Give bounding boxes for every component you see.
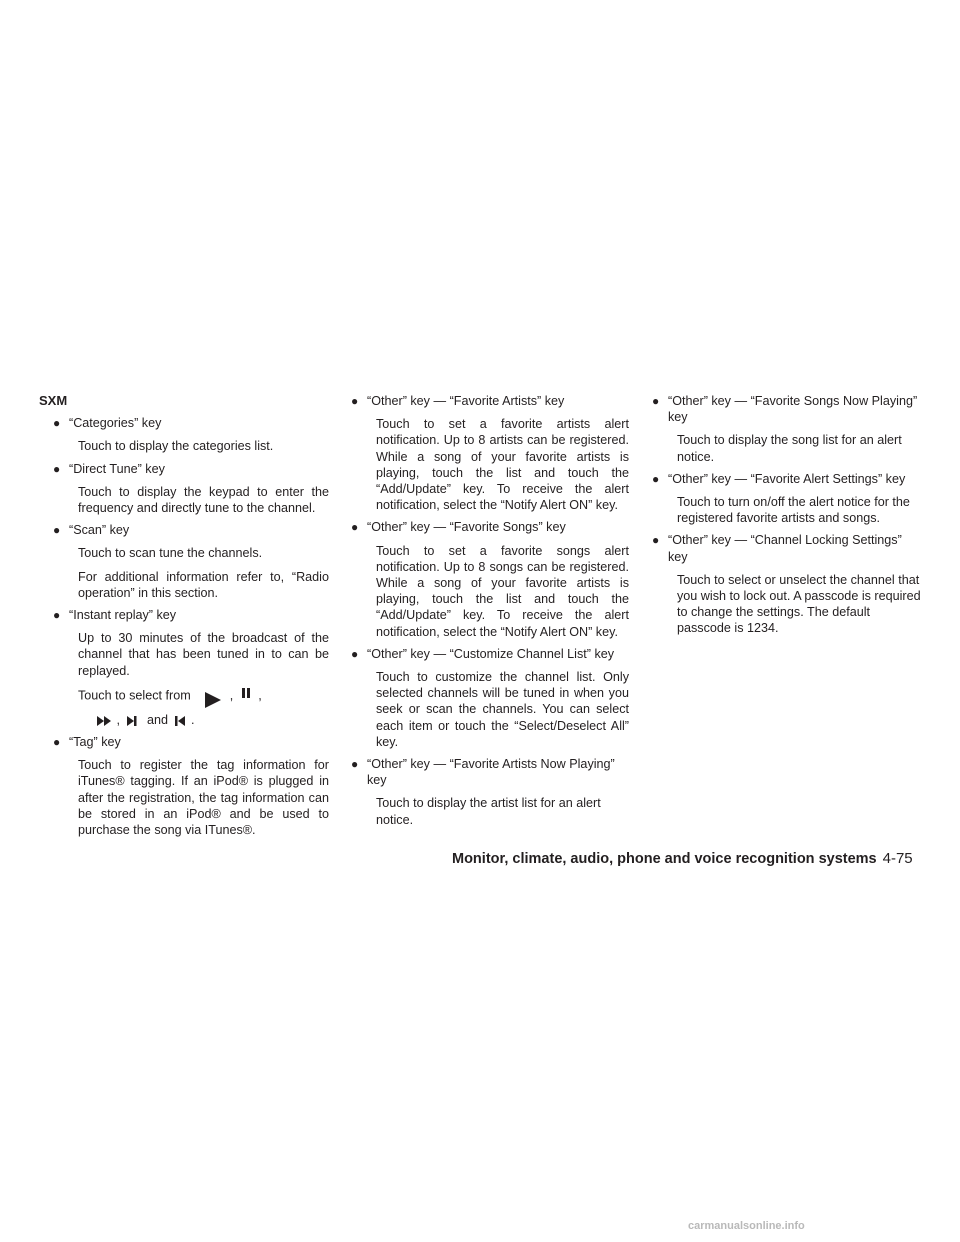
item-desc: Touch to register the tag information for iTunes® tagging. If an iPod® is plugged in after the registration, the tag information can be stored in an iPod® and be used to purchase the song via ITunes®. — [78, 758, 329, 838]
bullet: ● — [652, 471, 660, 486]
end-text: . — [191, 712, 195, 727]
column-1 — [39, 393, 329, 838]
and-text: and — [147, 712, 169, 727]
bullet: ● — [53, 461, 61, 476]
footer-title: Monitor, climate, audio, phone and voice recognition systems — [452, 851, 877, 867]
play-icon — [200, 690, 226, 710]
item-desc: For additional information refer to, “Radio operation” in this section. — [78, 569, 329, 600]
icon-lead-text: Touch to select from — [78, 688, 191, 703]
item-key: “Direct Tune” key — [69, 461, 165, 476]
item-key: “Other” key — “Favorite Songs Now Playing” key — [668, 394, 918, 425]
list-item — [39, 461, 329, 517]
page-number: 4-75 — [882, 850, 913, 867]
item-key: “Other” key — “Favorite Songs” key — [367, 520, 566, 535]
bullet: ● — [53, 608, 61, 623]
page-footer — [452, 850, 932, 867]
bullet: ● — [652, 394, 660, 408]
bullet: ● — [351, 520, 359, 535]
bullet: ● — [53, 523, 61, 538]
item-key: “Other” key — “Favorite Artists Now Playing” key — [367, 757, 615, 788]
pause-icon — [237, 686, 255, 700]
item-desc: Touch to display the keypad to enter the frequency and directly tune to the channel. — [78, 484, 329, 516]
list-item — [343, 393, 629, 513]
instant-replay-icons — [78, 686, 329, 706]
bullet: ● — [53, 735, 61, 750]
item-key: “Other” key — “Favorite Artists” key — [367, 394, 565, 408]
bullet: ● — [351, 646, 359, 661]
item-desc: Touch to scan tune the channels. — [78, 546, 263, 561]
bullet: ● — [351, 757, 359, 772]
item-desc: Touch to display the artist list for an alert notice. — [376, 796, 601, 827]
item-desc: Touch to display the categories list. — [78, 439, 274, 454]
list-item — [644, 393, 924, 465]
item-key: “Other” key — “Channel Locking Settings” key — [668, 533, 902, 564]
item-key: “Scan” key — [69, 523, 130, 538]
separator: , — [116, 712, 120, 727]
instant-replay-icons-2 — [95, 712, 329, 728]
list-item — [39, 522, 329, 601]
fast-forward-icon — [95, 714, 113, 728]
item-desc: Touch to customize the channel list. Only selected channels will be tuned in when you seek or scan the channels. You can select each item or touch the “Select/Deselect All” key. — [376, 670, 629, 749]
column-3 — [644, 393, 924, 637]
list-item — [39, 607, 329, 728]
item-desc: Touch to select or unselect the channel that you wish to lock out. A passcode is required to change the settings. The default passcode is 1234. — [677, 572, 921, 636]
item-key: “Categories” key — [69, 416, 162, 431]
skip-forward-icon — [124, 714, 140, 728]
list-item — [39, 734, 329, 838]
bullet: ● — [652, 533, 660, 548]
column-2 — [343, 393, 629, 828]
skip-back-icon — [172, 714, 188, 728]
item-key: “Instant replay” key — [69, 608, 177, 623]
bullet: ● — [53, 416, 61, 431]
list-item — [343, 519, 629, 639]
list-item — [343, 646, 629, 750]
watermark: carmanualsonline.info — [688, 1220, 805, 1232]
bullet: ● — [351, 394, 359, 408]
item-key: “Other” key — “Favorite Alert Settings” key — [668, 471, 906, 486]
item-key: “Tag” key — [69, 735, 121, 750]
item-desc: Touch to turn on/off the alert notice for the registered favorite artists and songs. — [677, 495, 910, 526]
item-desc: Up to 30 minutes of the broadcast of the channel that has been tuned in to can be replayed. — [78, 631, 329, 678]
list-item — [343, 756, 629, 828]
item-desc: Touch to set a favorite artists alert notification. Up to 8 artists can be registered. While a song of your favorite artists is playing, touch the list and touch the “Add/Update” key. To receive the alert notification, select the “Notify Alert ON” key. — [376, 417, 629, 513]
list-item — [644, 471, 924, 527]
item-desc: Touch to set a favorite songs alert notification. Up to 8 songs can be registered. While a song of your favorite artists is playing, touch the list and touch the “Add/Update” key. To receive the alert notification, select the “Notify Alert ON” key. — [376, 543, 629, 639]
item-desc: Touch to display the song list for an alert notice. — [677, 433, 902, 464]
separator: , — [258, 688, 262, 703]
item-key: “Other” key — “Customize Channel List” key — [367, 646, 615, 661]
separator: , — [229, 688, 234, 703]
section-title: SXM — [39, 393, 68, 408]
list-item — [39, 415, 329, 454]
list-item — [644, 532, 924, 636]
